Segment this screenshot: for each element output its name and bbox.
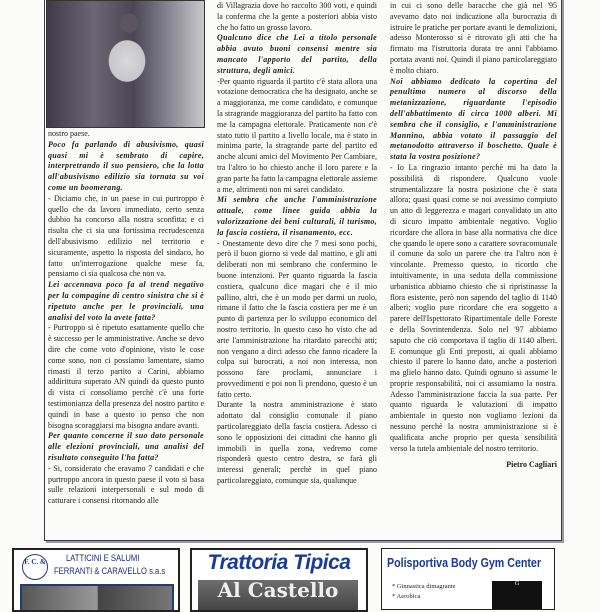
interview-answer: nostro paese. bbox=[48, 129, 90, 138]
interview-question: Qualcuno dice che Lei a titolo personale abbia avuto buoni consensi mentre sia mancato l'apporto del partito, della struttura, degli amici. bbox=[217, 33, 377, 75]
interview-answer: di Villagrazia dove ho raccolto 300 voti, e quindi la conferma che la gente a posteriori abbia visto che ho fatto un grosso lavoro. bbox=[217, 1, 377, 32]
interview-question: Noi abbiamo dedicato la copertina del penultimo numero al discorso della metanizzazione, riguardante l'episodio dell'abbattimento di circa 1000 alberi. Mi sembra che il consiglio, e l'amministrazione Mannino, abbia votato il passaggio del metanodotto attraverso il boschetto. Quale è stata la vostra posizione? bbox=[390, 76, 557, 162]
interview-question: Lei accennava poco fa al trend negativo per la compagine di centro sinistra che si è ripetuto anche per le provinciali, una analisi del voto la avete fatta? bbox=[48, 280, 204, 322]
article-column-3 bbox=[390, 1, 557, 471]
ad-title: Polisportiva Body Gym Center bbox=[387, 555, 542, 570]
interview-answer: - Io La ringrazio intanto perchè mi ha dato la possibilità di rispondere. Qualcuno vuole strumentalizzare la nostra posizione che è stata allora; quasi quasi come se noi avessimo compiuto un atto di leggerezza e magari convalidato un atto di sicuro impatto ambientale negativo. Voglio ricordare che allora in base alla normativa che dice che quando le opere sono a carattere sovracomunale il comune da solo un parere che tra l'altro non è vincolante. Premesso questo, io ricordo che intuitivamente, in una seduta della commissione urbanistica abbiamo chiesto che si ripristinasse la flora esistente, però non sapendo del taglio di 1140 alberi; voglio pure ricordare che era soggetto a parere dell'Ispettorato Ripartimentale delle Foreste e della Sovrintendenza. Solo nel '97 abbiamo saputo che ciò comportava il taglio di 1140 alberi. E comunque gli Enti preposti, ai quali abbiamo chiesto il parere lo hanno dato, anche a posteriori ma glielo hanno dato. Quindi ognuno si assume le proprie responsabilità, noi ci assumiamo la nostra. Adesso l'amministrazione faccia la sua parte. Per quanto riguarda le valutazioni di impatto ambientale in questo non vogliamo lezioni da nessuno perchè la nostra amministrazione si è qualificata anche proprio per questa sensibilità verso la tutela ambientale del nostro territorio. bbox=[390, 162, 557, 453]
restaurant-name: Al Castello bbox=[217, 578, 339, 602]
interview-answer: -Per quanto riguarda il partito c'è stata allora una votazione democratica che ha designato, anche se a maggioranza, me come candidato, e comunque la stragrande maggioranza del partito ha fatto con me la campagna elettorale. Praticamente non c'è stato tutto il partito a livello locale, ma è stato in minima parte, la stragrande parte del partito ed anche alcuni amici del Movimento Per Cambiare, tra l'altro io ho chiesto anche il loro parere e la gran parte ha fatto la campagna elettorale assieme a me, altrimenti non mi sarei candidato. bbox=[217, 76, 377, 194]
ad-latticini-ferranti bbox=[12, 548, 180, 612]
ad-list-item: * Ginnastica dimagrante bbox=[392, 583, 456, 590]
interview-answer: in cui ci sono delle baracche che già nel '95 avevamo dato noi indicazione alla burocrazia di istruire le pratiche per portare avanti le demolizioni, adesso Monterosso si è ritrovato gli atti che ha firmato ma l'istruttoria durata tre anni l'abbiamo portata avanti noi. Quindi il piano particolareggiato è molto chiaro. bbox=[390, 1, 557, 75]
interview-question: Mi sembra che anche l'amministrazione attuale, come linee guida abbia la valorizzazione dei beni culturali, il turismo, la fascia costiera, il risanamento, ecc. bbox=[217, 195, 377, 237]
article-column-2 bbox=[217, 1, 377, 487]
interview-answer: - Purtroppo si è ripetuto esattamente quello che è successo per le amministrative. Anche se devo dire che come voto d'opinione, visto le cose come sono, non ci possiamo lamentare, siamo rimasti il terzo partito a Carini, abbiamo addirittura superato AN quindi da questo punto di vista ci consoliamo perchè c'è una forte testimonianza della presenza del nostro partito e quindi in base a questo io penso che non bisogna scoraggiarsi ma bisogna andare avanti. bbox=[48, 323, 204, 430]
ad-photo bbox=[198, 580, 358, 610]
interview-question: Per quanto concerne il suo dato personale alle elezioni provinciali, una analisi del risultato conseguito l'ha fatta? bbox=[48, 431, 204, 462]
interview-answer: Durante la nostra amministrazione è stato adottato dal consiglio comunale il piano particolareggiato della fascia costiera. Adesso ci sono le opposizioni dei cittadini che hanno gli immobili in quella zona, vedremo come risponderà questo centro destra, se farà gli interessi generali; perchè in quel piano particolareggiato, comunque sia, qualunque bbox=[217, 400, 377, 486]
ad-title: Trattoria Tipica bbox=[207, 551, 351, 574]
ad-line-2: FERRANTI & CARAVELLO s.a.s bbox=[54, 566, 166, 576]
ad-trattoria bbox=[190, 548, 368, 612]
gym-logo-text: G bbox=[514, 581, 520, 587]
interview-answer: - Si, considerato che eravamo 7 candidati e che purtroppo ancora in questo paese il voto si basa sulle relazioni interpersonali e sul modo di catturare i consensi ritornando alle bbox=[48, 463, 204, 506]
interview-answer: - Onestamente devo dire che 7 mesi sono pochi, però il buon giorno si vede dal mattino, e gli atti deliberati non mi sembrano che confermino le buone intenzioni. Per quanto riguarda la fascia costiera, qualcuno dice magari che è il mio pallino, altri, che è un modo per darmi un ruolo, rimane il fatto che la fascia costiera per me è un punto di partenza per lo sviluppo economico del nostro territorio. In questo caso ho visto che ad arte l'amministrazione ha ritardato parecchi atti; non vengano a dirci adesso che fanno ricadere la colpa sui burocrati, a noi non interessa, non possono fare proclami, annunciare i provvedimenti e poi non li prendono, questo è un fatto certo. bbox=[217, 238, 377, 399]
ad-gym bbox=[381, 548, 555, 610]
fc-logo: F. C. & bbox=[22, 554, 48, 580]
interview-question: Poco fa parlando di abusivismo, quasi quasi mi è sembrato di capire, interpretrando il suo pensiero, che la lotta all'abusivismo edilizio sia tornata su voi come un boomerang. bbox=[48, 139, 204, 192]
author-signature: Pietro Cagliari bbox=[506, 460, 557, 470]
ad-list-item: * Aerobica bbox=[392, 593, 421, 600]
article-column-1 bbox=[48, 129, 204, 507]
interview-answer: - Diciamo che, in un paese in cui purtroppo è quello che da lavoro immediato, certo senza dubbio ha concorso alla nostra sconfitta; e ci risulta che ci sia una fortissima recrudescenza dell'abusivismo edilizio nel territorio e sicuramente, aspetto la risposta del sindaco, ho fatto un'interrogazione qualche mese fa, pensiamo ci sia qualcosa che non va. bbox=[48, 193, 204, 279]
interview-photo bbox=[46, 0, 205, 128]
ad-photo bbox=[20, 584, 174, 612]
gym-logo bbox=[492, 581, 542, 610]
ad-line-1: LATTICINI E SALUMI bbox=[66, 553, 140, 563]
